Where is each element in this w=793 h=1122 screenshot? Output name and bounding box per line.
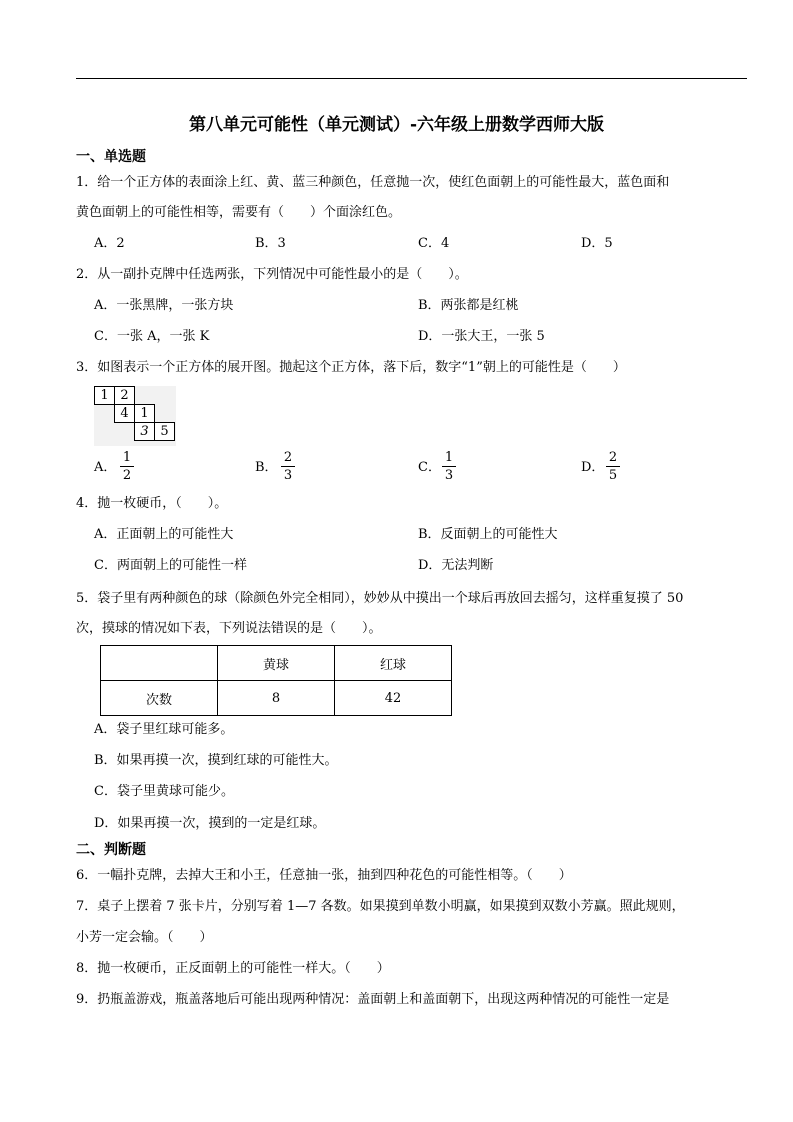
table-cell: 42 bbox=[335, 681, 452, 716]
q2-option-b[interactable]: B．两张都是红桃 bbox=[418, 298, 519, 313]
net-cell: 2 bbox=[114, 386, 135, 405]
q7-text-line1: 7．桌子上摆着 7 张卡片，分别写着 1—7 各数。如果摸到单数小明赢，如果摸到双数小芳赢。照此规则， bbox=[76, 899, 685, 914]
q4-option-b[interactable]: B．反面朝上的可能性大 bbox=[418, 527, 558, 542]
q5-text-line2: 次，摸球的情况如下表，下列说法错误的是（ ）。 bbox=[76, 621, 382, 636]
table-row bbox=[101, 646, 452, 681]
q5-table bbox=[100, 645, 452, 716]
q5-option-c[interactable]: C．袋子里黄球可能少。 bbox=[94, 784, 234, 799]
header-rule bbox=[76, 78, 747, 79]
q3-option-c-fraction: 1 3 bbox=[442, 450, 456, 483]
q6-text: 6．一幅扑克牌，去掉大王和小王，任意抽一张，抽到四种花色的可能性相等。（ ） bbox=[76, 868, 572, 883]
net-cell: 1 bbox=[94, 386, 115, 405]
q2-option-d[interactable]: D．一张大王，一张 5 bbox=[418, 329, 545, 344]
q3-option-a-fraction: 1 2 bbox=[120, 450, 134, 483]
section-single-choice: 一、单选题 bbox=[76, 149, 146, 165]
q5-option-a[interactable]: A．袋子里红球可能多。 bbox=[94, 722, 234, 737]
table-cell: 次数 bbox=[101, 681, 218, 716]
net-cell: 5 bbox=[154, 422, 175, 441]
table-cell bbox=[101, 646, 218, 681]
cube-net-figure bbox=[94, 386, 176, 446]
q1-option-d[interactable]: D．5 bbox=[581, 236, 613, 251]
table-header-cell: 黄球 bbox=[218, 646, 335, 681]
net-cell: 3 bbox=[134, 422, 155, 441]
q1-text-line1: 1．给一个正方体的表面涂上红、黄、蓝三种颜色，任意抛一次，使红色面朝上的可能性最大，蓝色面和 bbox=[76, 175, 670, 190]
q3-option-b-fraction: 2 3 bbox=[281, 450, 295, 483]
q3-option-d-fraction: 2 5 bbox=[606, 450, 620, 483]
q3-option-a[interactable]: A． bbox=[94, 460, 117, 475]
q5-option-d[interactable]: D．如果再摸一次，摸到的一定是红球。 bbox=[94, 816, 326, 831]
q2-text: 2．从一副扑克牌中任选两张，下列情况中可能性最小的是（ ）。 bbox=[76, 267, 468, 282]
q2-option-c[interactable]: C．一张 A，一张 K bbox=[94, 329, 210, 344]
q3-text: 3．如图表示一个正方体的展开图。抛起这个正方体，落下后，数字“1”朝上的可能性是（ ） bbox=[76, 360, 626, 375]
net-cell: 1 bbox=[134, 404, 155, 423]
q4-text: 4．抛一枚硬币，（ ）。 bbox=[76, 496, 228, 511]
section-true-false: 二、判断题 bbox=[76, 842, 146, 858]
q1-option-b[interactable]: B．3 bbox=[255, 236, 286, 251]
q8-text: 8．抛一枚硬币，正反面朝上的可能性一样大。（ ） bbox=[76, 961, 390, 976]
page-title: 第八单元可能性（单元测试）-六年级上册数学西师大版 bbox=[188, 115, 605, 135]
table-row bbox=[101, 681, 452, 716]
table-header-cell: 红球 bbox=[335, 646, 452, 681]
q4-option-c[interactable]: C．两面朝上的可能性一样 bbox=[94, 558, 247, 573]
q3-option-c[interactable]: C． bbox=[418, 460, 441, 475]
q7-text-line2: 小芳一定会输。（ ） bbox=[76, 930, 213, 945]
q9-text: 9．扔瓶盖游戏，瓶盖落地后可能出现两种情况：盖面朝上和盖面朝下，出现这两种情况的可能性一定是 bbox=[76, 992, 670, 1007]
q4-option-a[interactable]: A．正面朝上的可能性大 bbox=[94, 527, 234, 542]
q5-option-b[interactable]: B．如果再摸一次，摸到红球的可能性大。 bbox=[94, 753, 338, 768]
q4-option-d[interactable]: D．无法判断 bbox=[418, 558, 494, 573]
q3-option-b[interactable]: B． bbox=[255, 460, 278, 475]
q3-option-d[interactable]: D． bbox=[581, 460, 605, 475]
q2-option-a[interactable]: A．一张黑牌，一张方块 bbox=[94, 298, 234, 313]
net-cell: 4 bbox=[114, 404, 135, 423]
q5-text-line1: 5．袋子里有两种颜色的球（除颜色外完全相同），妙妙从中摸出一个球后再放回去摇匀，这样重复摸了 50 bbox=[76, 591, 684, 606]
q1-option-c[interactable]: C．4 bbox=[418, 236, 450, 251]
q1-text-line2: 黄色面朝上的可能性相等，需要有（ ）个面涂红色。 bbox=[76, 205, 402, 220]
table-cell: 8 bbox=[218, 681, 335, 716]
q1-option-a[interactable]: A．2 bbox=[94, 236, 125, 251]
